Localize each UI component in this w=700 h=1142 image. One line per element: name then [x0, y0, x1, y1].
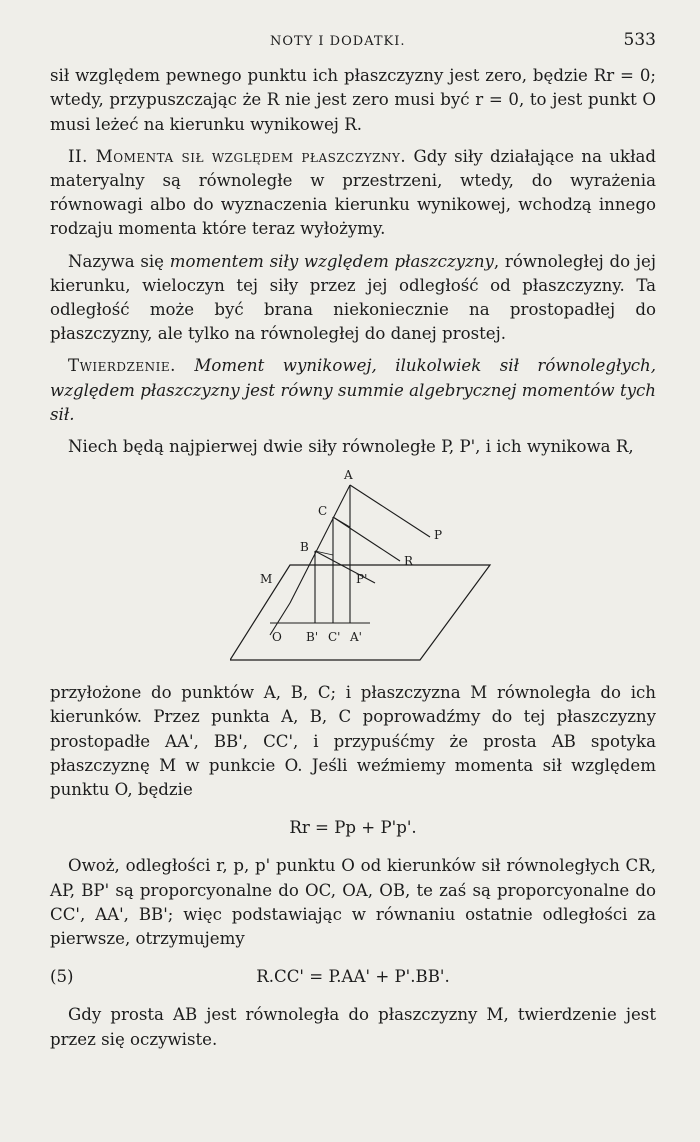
page-number: 533 [623, 30, 656, 50]
definition-post: , równoległej do jej kierunku, wieloczyn tej siły przez jej odległość od płaszczyzny. Ta odległość może być brana niekoniecznie na prostopadłej do płaszczyzny, ale tylko na równoległej do danej prostej. [50, 251, 656, 344]
label-o: O [272, 630, 282, 645]
label-b-prime: B' [306, 630, 319, 645]
paragraph-przylozone: przyłożone do punktów A, B, C; i płaszczyzna M równoległa do ich kierunków. Przez punkta A, B, C poprowadźmy do tej płaszczyzny prostopadłe AA', BB', CC', i przypuśćmy że prosta AB spotyka płaszczyznę M w punkcie O. Jeśli weźmiemy momenta sił względem punktu O, będzie [50, 683, 656, 800]
label-b: B [300, 540, 309, 555]
paragraph-intro: sił względem pewnego punktu ich płaszczyzny jest zero, będzie Rr = 0; wtedy, przypuszczając że R nie jest zero musi być r = 0, to jest punkt O musi leżeć na kierunku wynikowej R. [50, 66, 656, 134]
theorem-text: Moment wynikowej, ilukolwiek sił równoległych, względem płaszczyzny jest równy summie algebrycznej momentów tych sił. [50, 356, 656, 424]
page-header [50, 28, 656, 54]
page [50, 28, 656, 1052]
label-p-prime: P' [356, 572, 368, 587]
equation-5-label: (5) [50, 967, 74, 987]
equation-1: Rr = Pp + P'p'. [289, 818, 417, 838]
hatch-line-2 [333, 517, 350, 527]
equation-5-text: R.CC' = P.AA' + P'.BB'. [256, 967, 450, 987]
force-p [350, 485, 430, 537]
theorem-paragraph [50, 354, 656, 427]
label-a-prime: A' [350, 630, 362, 645]
force-r [333, 517, 400, 561]
section-text: Gdy siły działające na układ materyalny są równoległe w przestrzeni, wtedy, do wyrażenia równowagi albo do wyznaczenia kierunku wynikowej, wchodzą innego rodzaju momenta które teraz wyłożymy. [50, 146, 656, 239]
label-c: C [318, 504, 328, 519]
section-paragraph [50, 145, 656, 242]
equation-5 [50, 965, 656, 989]
paragraph-niech: Niech będą najpierwej dwie siły równoległe P, P', i ich wynikowa R, [68, 437, 634, 457]
line-ab [290, 485, 350, 603]
label-r: R [404, 554, 414, 569]
paragraph-last: Gdy prosta AB jest równoległa do płaszczyzny M, twierdzenie jest przez się oczywiste. [50, 1005, 656, 1049]
definition-paragraph [50, 250, 656, 347]
label-m: M [260, 572, 273, 587]
label-p: P [434, 528, 443, 543]
paragraph-owoz: Owoż, odległości r, p, p' punktu O od kierunków sił równoległych CR, AP, BP' są proporcyonalne do OC, OA, OB, te zaś są proporcyonalne do CC', AA', BB'; więc podstawiając w równaniu ostatnie odległości za pierwsze, otrzymujemy [50, 856, 656, 949]
definition-pre: Nazywa się [68, 251, 170, 271]
definition-term: momentem siły względem płaszczyzny [169, 251, 494, 271]
label-c-prime: C' [328, 630, 341, 645]
figure-diagram [230, 465, 550, 675]
running-title: NOTY I DODATKI. [270, 34, 406, 49]
geometry-figure [50, 465, 656, 675]
label-a: A [344, 468, 353, 483]
theorem-label: Twierdzenie. [68, 356, 176, 376]
section-heading: II. Momenta sił względem płaszczyzny. [68, 146, 407, 166]
